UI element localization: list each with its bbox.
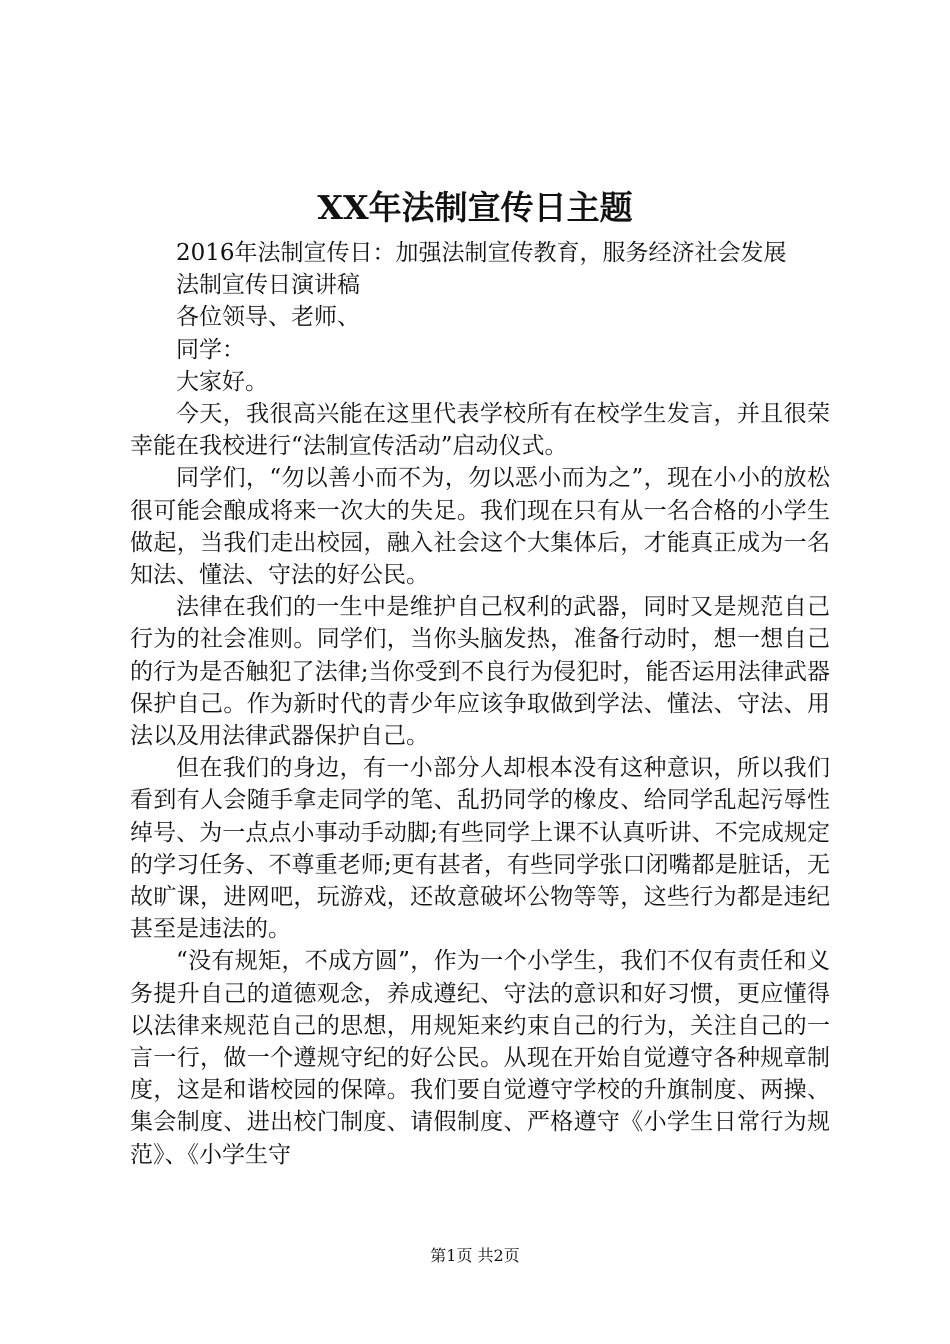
paragraph-body: 但在我们的身边，有一小部分人却根本没有这种意识，所以我们看到有人会随手拿走同学的笔、乱扔同学的橡皮、给同学乱起污辱性绰号、为一点点小事动手动脚;有些同学上课不认真听讲、不完成规定的学习任务、不尊重老师;更有甚者，有些同学张口闭嘴都是脏话，无故旷课，进网吧，玩游戏，还故意破坏公物等等，这些行为都是违纪甚至是违法的。 <box>130 755 830 943</box>
page-number-footer: 第1页 共2页 <box>430 1246 520 1265</box>
paragraph-greeting-students: 同学： <box>176 336 245 363</box>
document-title: XX年法制宣传日主题 <box>317 188 633 227</box>
paragraph-body: 法律在我们的一生中是维护自己权利的武器，同时又是规范自己行为的社会准则。同学们，当你头脑发热，准备行动时，想一想自己的行为是否触犯了法律;当你受到不良行为侵犯时，能否运用法律武器保护自己。作为新时代的青少年应该争取做到学法、懂法、守法、用法以及用法律武器保护自己。 <box>130 594 830 750</box>
paragraph-body: “没有规矩，不成方圆”，作为一个小学生，我们不仅有责任和义务提升自己的道德观念，养成遵纪、守法的意识和好习惯，更应懂得以法律来规范自己的思想，用规矩来约束自己的行为，关注自己的一言一行，做一个遵规守纪的好公民。从现在开始自觉遵守各种规章制度，这是和谐校园的保障。我们要自觉遵守学校的升旗制度、两操、集会制度、进出校门制度、请假制度、严格遵守《小学生日常行为规范》、《小学生守 <box>130 948 830 1168</box>
paragraph-subtitle: 2016年法制宣传日：加强法制宣传教育，服务经济社会发展 <box>176 240 787 266</box>
paragraph-hello: 大家好。 <box>176 368 268 395</box>
paragraph-speech-heading: 法制宣传日演讲稿 <box>176 272 360 299</box>
paragraph-body: 同学们，“勿以善小而不为，勿以恶小而为之”，现在小小的放松很可能会酿成将来一次大的失足。我们现在只有从一名合格的小学生做起，当我们走出校园，融入社会这个大集体后，才能真正成为一名知法、懂法、守法的好公民。 <box>130 465 830 589</box>
paragraph-body: 今天，我很高兴能在这里代表学校所有在校学生发言，并且很荣幸能在我校进行“法制宣传活动”启动仪式。 <box>130 401 830 460</box>
document-body <box>130 237 830 1171</box>
paragraph-greeting-leaders: 各位领导、老师、 <box>176 304 360 331</box>
